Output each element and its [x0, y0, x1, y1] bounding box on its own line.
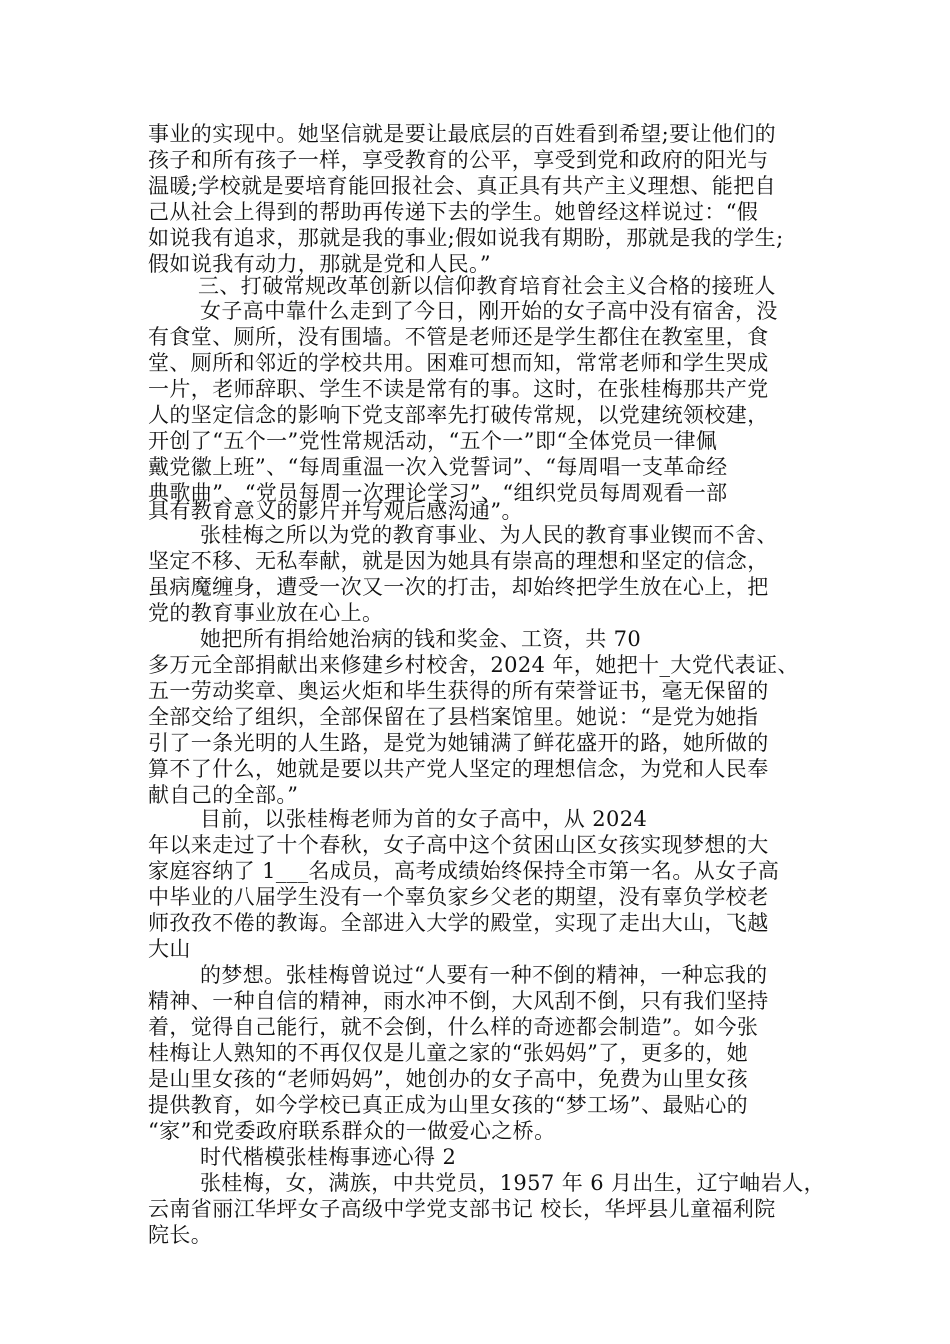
- text-line: 引了一条光明的人生路，是党为她铺满了鲜花盛开的路，她所做的: [148, 731, 769, 755]
- text-line: 算不了什么，她就是要以共产党人坚定的理想信念，为党和人民奉: [148, 757, 769, 781]
- text-line: 师孜孜不倦的教诲。全部进入大学的殿堂，实现了走出大山，飞越: [148, 911, 769, 935]
- text-line: 院长。: [148, 1223, 213, 1247]
- text-line: 人的坚定信念的影响下党支部率先打破传常规，以党建统领校建，: [148, 403, 769, 427]
- text-line: 献自己的全部。”: [148, 783, 299, 807]
- text-line: 典歌曲”、“党员每周一次理论学习”、“组织党员每周观看一部: [148, 481, 728, 505]
- text-line: 是山里女孩的“老师妈妈”，她创办的女子高中，免费为山里女孩: [148, 1067, 749, 1091]
- text-line: 一片，老师辞职、学生不读是常有的事。这时，在张桂梅那共产党: [148, 377, 769, 401]
- text-line: 大山: [148, 937, 191, 961]
- text-line: 多万元全部捐献出来修建乡村校舍，2024 年，她把十_大党代表证、: [148, 653, 799, 677]
- text-line: 家庭容纳了 1___名成员，高考成绩始终保持全市第一名。从女子高: [148, 859, 780, 883]
- text-line: 坚定不移、无私奉献，就是因为她具有崇高的理想和坚定的信念，: [148, 549, 769, 573]
- text-line: 有食堂、厕所，没有围墙。不管是老师还是学生都住在教室里，食: [148, 325, 769, 349]
- text-line: 年以来走过了十个春秋，女子高中这个贫困山区女孩实现梦想的大: [148, 833, 769, 857]
- text-line: 提供教育，如今学校已真正成为山里女孩的“梦工场”、最贴心的: [148, 1093, 749, 1117]
- text-line: 戴党徽上班”、“每周重温一次入党誓词”、“每周唱一支革命经: [148, 455, 728, 479]
- text-line: 精神、一种自信的精神，雨水冲不倒，大风刮不倒，只有我们坚持: [148, 989, 769, 1013]
- text-line: “家”和党委政府联系群众的一做爱心之桥。: [148, 1119, 556, 1143]
- text-line: 假如说我有动力，那就是党和人民。”: [148, 252, 492, 276]
- text-line: 女子高中靠什么走到了今日，刚开始的女子高中没有宿舍，没: [200, 299, 778, 323]
- text-line: 虽病魔缠身，遭受一次又一次的打击，却始终把学生放在心上，把: [148, 575, 769, 599]
- text-line: 目前，以张桂梅老师为首的女子高中，从 2024: [200, 807, 648, 831]
- subtitle: 时代楷模张桂梅事迹心得 2: [200, 1145, 457, 1169]
- text-line: 党的教育事业放在心上。: [148, 601, 384, 625]
- text-line: 着，觉得自己能行，就不会倒，什么样的奇迹都会制造”。如今张: [148, 1015, 759, 1039]
- text-line: 五一劳动奖章、奥运火炬和毕生获得的所有荣誉证书，毫无保留的: [148, 679, 769, 703]
- text-line: 的梦想。张桂梅曾说过“人要有一种不倒的精神，一种忘我的: [200, 963, 768, 987]
- text-line: 张桂梅之所以为党的教育事业、为人民的教育事业锲而不舍、: [200, 523, 778, 547]
- text-line: 开创了“五个一”党性常规活动，“五个一”即“全体党员一律佩: [148, 429, 718, 453]
- text-line: 她把所有捐给她治病的钱和奖金、工资，共 70: [200, 627, 642, 651]
- text-line: 桂梅让人熟知的不再仅仅是儿童之家的“张妈妈”了，更多的，她: [148, 1041, 749, 1065]
- section-heading: 三、打破常规改革创新以信仰教育培育社会主义合格的接班人: [198, 274, 776, 298]
- text-line: 孩子和所有孩子一样，享受教育的公平，享受到党和政府的阳光与: [148, 148, 769, 172]
- text-line: 全部交给了组织，全部保留在了县档案馆里。她说：“是党为她指: [148, 705, 759, 729]
- text-line: 温暖;学校就是要培育能回报社会、真正具有共产主义理想、能把自: [148, 174, 777, 198]
- text-line: 具有教育意义的影片并写观后感沟通”。: [148, 499, 523, 523]
- text-line: 云南省丽江华坪女子高级中学党支部书记 校长，华坪县儿童福利院: [148, 1197, 776, 1221]
- text-line: 如说我有追求，那就是我的事业;假如说我有期盼，那就是我的学生;: [148, 226, 784, 250]
- text-line: 张桂梅，女，满族，中共党员，1957 年 6 月出生，辽宁岫岩人，: [200, 1171, 826, 1195]
- text-line: 中毕业的八届学生没有一个辜负家乡父老的期望，没有辜负学校老: [148, 885, 769, 909]
- text-line: 己从社会上得到的帮助再传递下去的学生。她曾经这样说过：“假: [148, 200, 759, 224]
- text-line: 事业的实现中。她坚信就是要让最底层的百姓看到希望;要让他们的: [148, 122, 777, 146]
- text-line: 堂、厕所和邻近的学校共用。困难可想而知，常常老师和学生哭成: [148, 351, 769, 375]
